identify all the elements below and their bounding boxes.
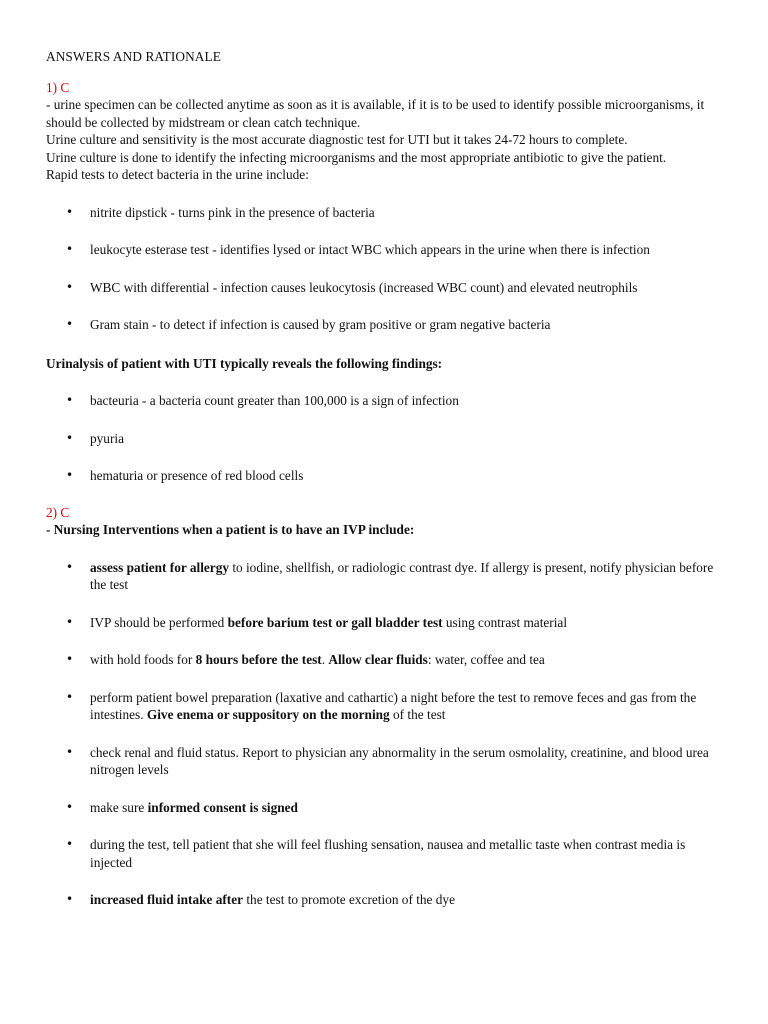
bold-text: informed consent is signed	[147, 799, 298, 815]
urinalysis-heading-text: Urinalysis of patient with UTI typically reveals the following findings:	[46, 355, 443, 371]
answer-2-label: 2) C	[46, 504, 70, 520]
list-item	[46, 836, 726, 871]
list-item: • leukocyte esterase test - identifies lysed or intact WBC which appears in the urine when there is infection	[46, 241, 726, 259]
item-text: with hold foods for	[90, 652, 196, 667]
list-item: • hematuria or presence of red blood cells	[46, 467, 726, 485]
q1-paragraph-2: Urine culture and sensitivity is the most accurate diagnostic test for UTI but it takes 24-72 hours to complete.	[46, 132, 628, 147]
item-text: perform patient bowel preparation (laxative and cathartic) a night before the test to remove feces and gas from the intestines.	[90, 689, 697, 722]
item-text: of the test	[389, 707, 446, 722]
answer-1-label: 1) C	[46, 79, 70, 95]
list-item: • nitrite dipstick - turns pink in the presence of bacteria	[46, 204, 726, 222]
bold-text: before barium test or gall bladder test	[227, 614, 443, 630]
q1-paragraph-3: Urine culture is done to identify the infecting microorganisms and the most appropriate antibiotic to give the patient.	[46, 149, 667, 165]
bold-text: 8 hours before the test	[195, 652, 322, 667]
document-page	[46, 48, 726, 909]
q1-paragraph-1: - urine specimen can be collected anytime as soon as it is available, if it is to be used to identify possible microorganisms, it should be collected by midstream or clean catch technique.	[46, 97, 705, 130]
list-item	[46, 559, 726, 594]
item-text: .	[321, 652, 329, 667]
urinalysis-heading	[46, 355, 726, 373]
bold-text: assess patient for allergy	[90, 559, 229, 575]
list-item: • WBC with differential - infection causes leukocytosis (increased WBC count) and elevated neutrophils	[46, 279, 726, 297]
ivp-heading-text: - Nursing Interventions when a patient is to have an IVP include:	[46, 522, 415, 537]
list-item	[46, 614, 726, 632]
list-item	[46, 651, 726, 669]
list-item: • Gram stain - to detect if infection is caused by gram positive or gram negative bacteria	[46, 316, 726, 334]
list-item: • pyuria	[46, 430, 726, 448]
item-text: IVP should be performed	[90, 614, 228, 630]
item-text: make sure	[90, 799, 148, 815]
list-item	[46, 689, 726, 724]
item-text: check renal and fluid status. Report to physician any abnormality in the serum osmolality, creatinine, and blood urea nitrogen levels	[90, 744, 709, 777]
item-text: the test to promote excretion of the dye	[243, 892, 455, 907]
list-item: • bacteuria - a bacteria count greater than 100,000 is a sign of infection	[46, 392, 726, 410]
item-text: during the test, tell patient that she will feel flushing sensation, nausea and metallic taste when contrast media is injected	[90, 837, 686, 870]
urinalysis-list	[46, 392, 726, 485]
list-item	[46, 891, 726, 909]
bold-text: Allow clear fluids	[328, 652, 428, 667]
item-text: : water, coffee and tea	[427, 652, 545, 667]
item-text: using contrast material	[442, 614, 568, 630]
list-item	[46, 799, 726, 817]
list-item	[46, 744, 726, 779]
page-title: ANSWERS AND RATIONALE	[46, 49, 221, 64]
ivp-heading	[46, 521, 726, 539]
rapid-tests-list	[46, 204, 726, 334]
q1-paragraph-4: Rapid tests to detect bacteria in the urine include:	[46, 167, 309, 182]
bold-text: increased fluid intake after	[90, 892, 244, 907]
ivp-interventions-list	[46, 559, 726, 909]
bold-text: Give enema or suppository on the morning	[146, 707, 390, 722]
item-text: to iodine, shellfish, or radiologic contrast dye. If allergy is present, notify physician before the test	[90, 559, 714, 592]
